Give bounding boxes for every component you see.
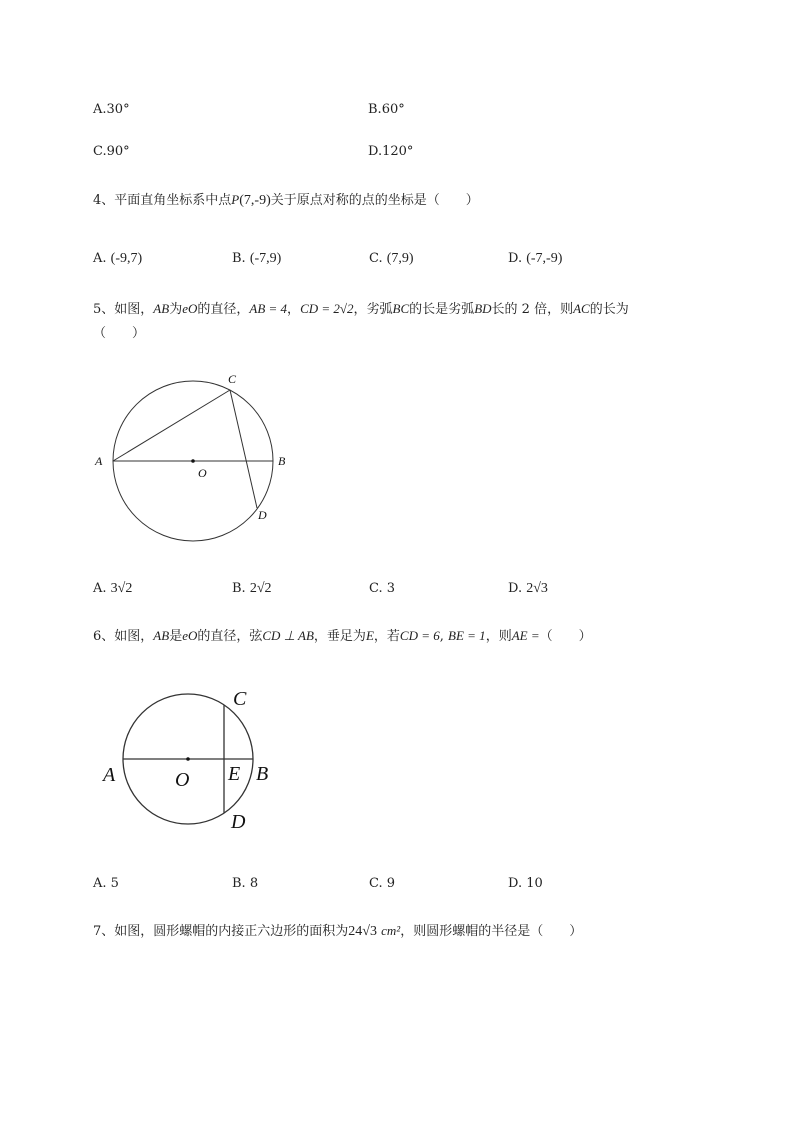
q6-label-o: O [175,769,190,791]
q6-label-b: B [256,763,269,785]
q5-label-b: B [278,454,286,468]
q3-option-d: D.120° [368,144,414,159]
q5-label-o: O [198,466,207,480]
q3-option-a: A.30° [93,102,130,117]
q5-figure [90,370,300,550]
q5-option-d: D. 2√3 [508,581,548,596]
q5-label-a: A [95,454,103,468]
q3-option-b: B.60° [368,102,405,117]
q6-label-c: C [233,688,247,710]
q7-stem: 7、如图，圆形螺帽的内接正六边形的面积为24√3 cm²，则圆形螺帽的半径是（ ） [93,923,583,939]
q6-label-a: A [103,764,116,786]
q4-option-c: C. (7,9) [369,251,414,266]
q6-figure [95,680,295,840]
q5-label-d: D [258,508,267,522]
q5-stem: 5、如图，AB为eO的直径，AB = 4，CD = 2√2，劣弧BC的长是劣弧BD长的 2 倍，则AC的长为 [93,301,629,317]
q6-option-d: D. 10 [508,876,543,891]
q5-option-b: B. 2√2 [232,581,272,596]
q3-option-c: C.90° [93,144,130,159]
q5-option-a: A. 3√2 [93,581,133,596]
q5-answer-paren: （ ） [93,326,146,341]
q4-option-d: D. (-7,-9) [508,251,563,266]
q6-option-a: A. 5 [93,876,119,891]
q6-label-d: D [231,811,246,833]
q5-option-c: C. 3 [369,581,396,596]
q4-option-b: B. (-7,9) [232,251,282,266]
q4-stem: 4、平面直角坐标系中点P(7,-9)关于原点对称的点的坐标是（ ） [93,192,479,208]
q5-label-c: C [228,372,237,386]
q6-option-b: B. 8 [232,876,259,891]
q6-option-c: C. 9 [369,876,396,891]
q4-option-a: A. (-9,7) [93,251,143,266]
q6-stem: 6、如图，AB是eO的直径，弦CD ⊥ AB，垂足为E，若CD = 6, BE = 1，则AE =（ ） [93,628,592,644]
q6-label-e: E [228,763,241,785]
